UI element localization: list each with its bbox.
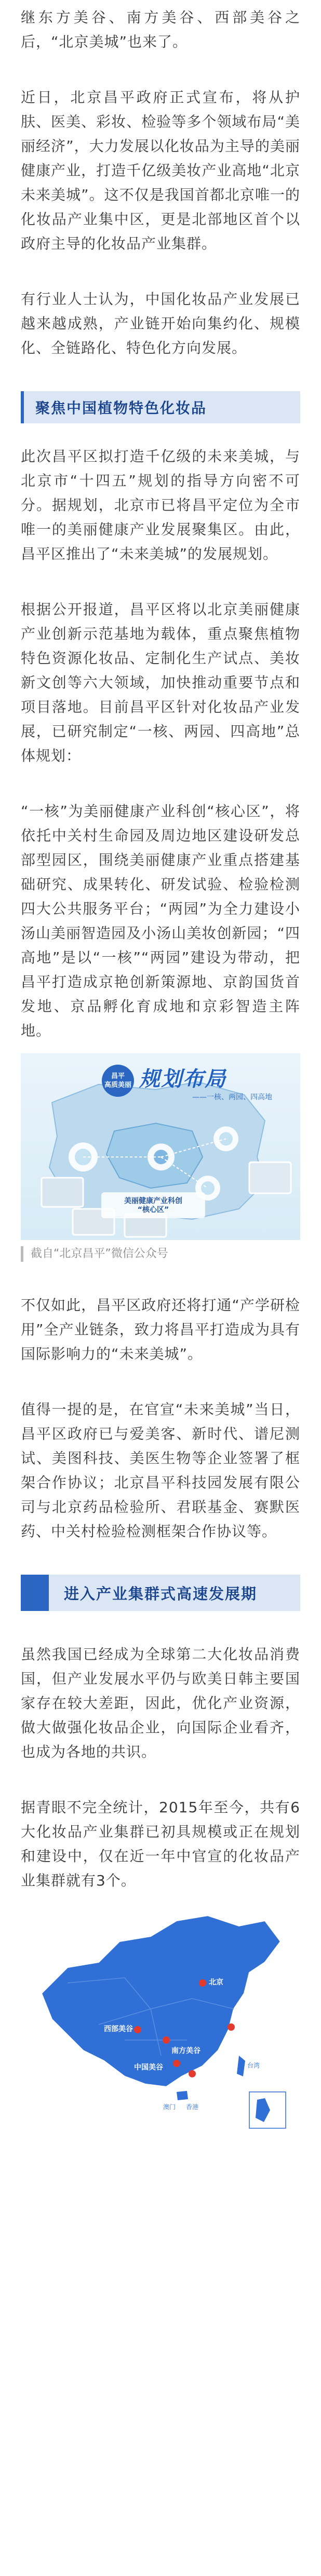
paragraph: 继东方美谷、南方美谷、西部美谷之后，“北京美城”也来了。 — [21, 9, 300, 50]
title-badge-line2: 高质美丽 — [104, 1081, 131, 1089]
map-label-west: 西部美谷 — [104, 2025, 133, 2033]
map-label-taiwan: 台湾 — [247, 2062, 260, 2069]
map-label-hongkong: 香港 — [186, 2103, 199, 2111]
planning-subtitle: ——一核、两园、四高地 — [192, 1093, 272, 1101]
paragraph: 虽然我国已经成为全球第二大化妆品消费国，但产业发展水平仍与欧美日韩主要国家存在较大差距，因此，优化产业资源，做大做强化妆品企业，向国际企业看齐，也成为各地的共识。 — [21, 1646, 300, 1760]
map-label-china: 中国美谷 — [134, 2063, 163, 2072]
paragraph: 据青眼不完全统计，2015年至今，共有6大化妆品产业集群已初具规模或正在规划和建设中，仅在近一年中官宣的化妆品产业集群就有3个。 — [21, 1799, 300, 1889]
section-heading-text: 聚焦中国植物特色化妆品 — [35, 400, 207, 417]
map-label-macau: 澳门 — [163, 2103, 176, 2111]
image-caption: 截自“北京昌平”微信公众号 — [21, 1246, 300, 1262]
heading-accent-stripe — [21, 1575, 49, 1611]
section-heading-text: 进入产业集群式高速发展期 — [63, 1585, 257, 1603]
paragraph: 值得一提的是，在官宣“未来美城”当日，昌平区政府已与爱美客、新时代、谱尼测试、美图科技、美医生物等企业签署了框架合作协议；北京昌平科技园发展有限公司与北京药品检验所、君联基金、赛默医药、中关村检验检测框架合作协议等。 — [21, 1401, 300, 1540]
cluster-map-image — [21, 1905, 300, 2133]
map-label-beijing: 北京 — [209, 1978, 223, 1987]
paragraph: 不仅如此，昌平区政府还将打通“产学研检用”全产业链条，致力将昌平打造成为具有国际影响力的“未来美城”。 — [21, 1297, 300, 1362]
planning-title: 规划布局 — [139, 1067, 226, 1091]
core-zone-label — [104, 1197, 203, 1215]
china-map-graphic — [21, 1905, 300, 2133]
paragraph: 此次昌平区拟打造千亿级的未来美城，与北京市“十四五”规划的指导方向密不可分。据规划，北京市已将昌平定位为全市唯一的美丽健康产业发展聚集区。由此，昌平区推出了“未来美城”的发展规划。 — [21, 448, 300, 562]
core-zone-label-line2: “核心区” — [137, 1206, 169, 1214]
paragraph: 有行业人士认为，中国化妆品产业发展已越来越成熟，产业链开始向集约化、规模化、全链路化、特色化方向发展。 — [21, 291, 300, 356]
section-heading — [21, 391, 300, 423]
title-badge — [102, 1065, 134, 1097]
map-label-east: 东方美谷 — [236, 2022, 265, 2030]
section-heading — [21, 1575, 300, 1611]
title-badge-line1: 昌平 — [111, 1072, 125, 1080]
paragraph: “一核”为美丽健康产业科创“核心区”，将依托中关村生命园及周边地区建设研发总部型园区，围绕美丽健康产业重点搭建基础研究、成果转化、研发试验、检验检测四大公共服务平台；“两园”为全力建设小汤山美丽智造园及小汤山美妆创新园；“四高地”是以“一核”“两园”建设为带动，把昌平打造成京艳创新策源地、京韵国货首发地、京品孵化育成地和京彩智造主阵地。 — [21, 803, 300, 1039]
core-zone-label-line1: 美丽健康产业科创 — [124, 1197, 182, 1205]
paragraph: 近日，北京昌平政府正式宣布，将从护肤、医美、彩妆、检验等多个领域布局“美丽经济”，大力发展以化妆品为主导的美丽健康产业，打造千亿级美妆产业高地“北京未来美城”。这不仅是我国首都北京唯一的化妆品产业集中区，更是北部地区首个以政府主导的化妆品产业集群。 — [21, 89, 300, 252]
planning-layout-image — [21, 1053, 300, 1240]
map-label-baiyun: 白云美湾 — [198, 2073, 228, 2081]
map-label-south: 南方美谷 — [171, 2047, 200, 2055]
paragraph: 根据公开报道，昌平区将以北京美丽健康产业创新示范基地为载体，重点聚焦植物特色资源化妆品、定制化生产试点、美妆新文创等六大领域，加快推动重要节点和项目落地。目前昌平区针对化妆品产业发展，已研究制定“一核、两园、四高地”总体规划： — [21, 601, 300, 764]
